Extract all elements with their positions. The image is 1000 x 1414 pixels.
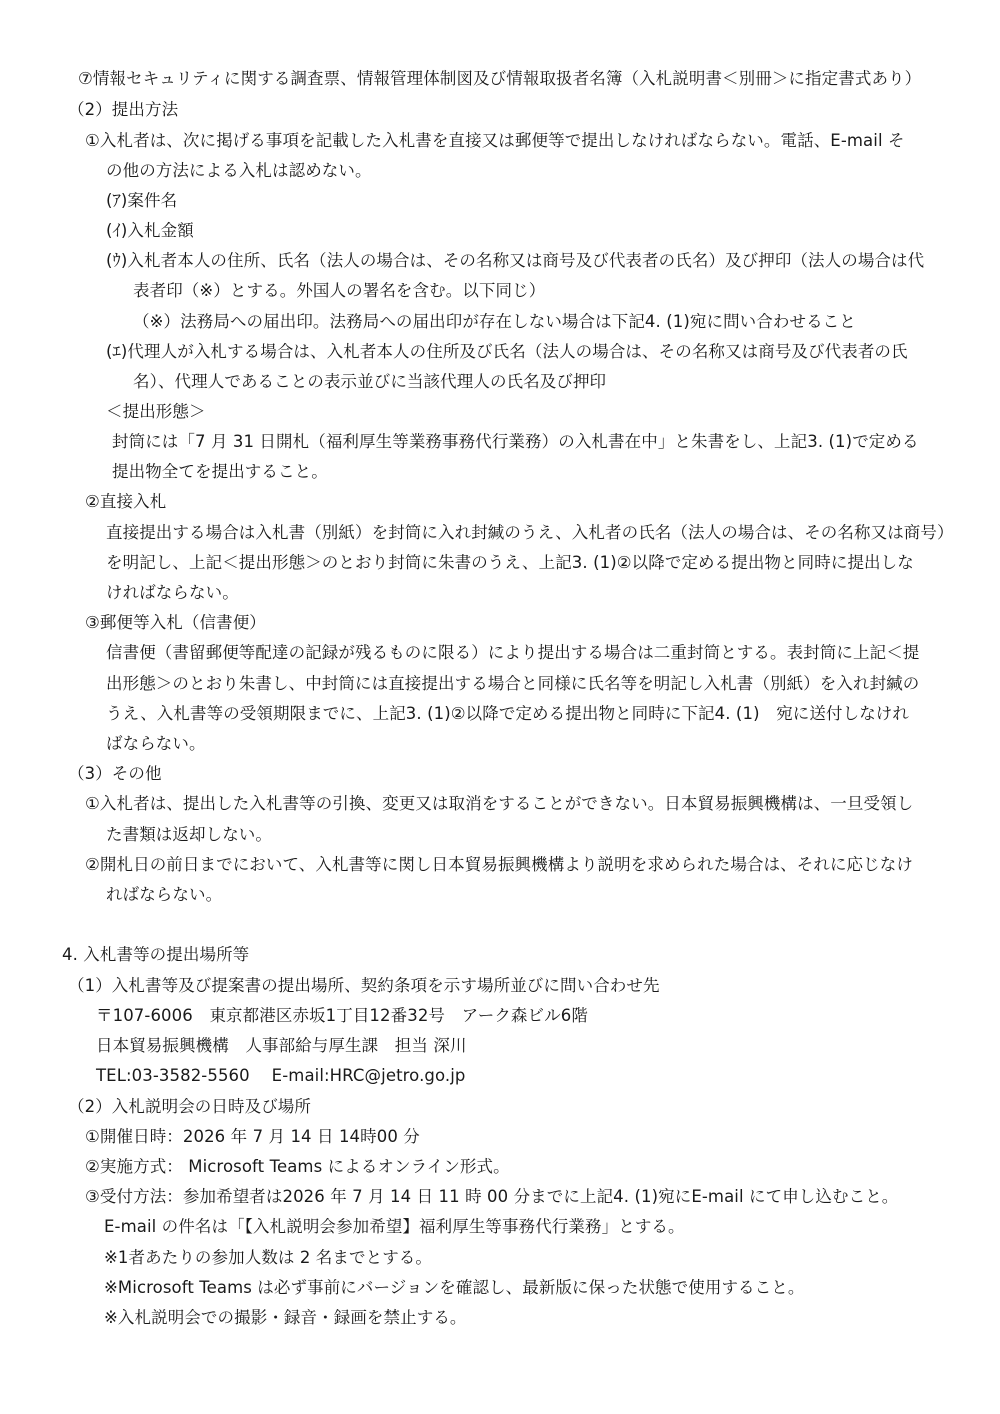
contact-line: TEL:03-3582-5560 E-mail:HRC@jetro.go.jp	[96, 1066, 466, 1085]
text-line: ①入札者は、提出した入札書等の引換、変更又は取消をすることができない。日本貿易振興機構は、一旦受領し	[85, 794, 914, 813]
text-line: ③受付方法：参加希望者は2026 年 7 月 14 日 11 時 00 分までに上記4. (1)宛にE-mail にて申し込むこと。	[85, 1187, 899, 1206]
text-line: た書類は返却しない。	[106, 825, 272, 844]
text-line: 直接提出する場合は入札書（別紙）を封筒に入れ封緘のうえ、入札者の氏名（法人の場合は、その名称又は商号）	[106, 523, 954, 542]
section-heading: （1）入札書等及び提案書の提出場所、契約条項を示す場所並びに問い合わせ先	[68, 976, 660, 995]
list-item: (ｱ)案件名	[106, 191, 178, 210]
text-line: ②実施方式： Microsoft Teams によるオンライン形式。	[85, 1157, 510, 1176]
text-line: を明記し、上記＜提出形態＞のとおり封筒に朱書のうえ、上記3. (1)②以降で定める提出物と同時に提出しな	[106, 553, 914, 572]
contact-line: 日本貿易振興機構 人事部給与厚生課 担当 深川	[96, 1036, 467, 1055]
text-line: 提出物全てを提出すること。	[112, 462, 328, 481]
text-line: 出形態＞のとおり朱書し、中封筒には直接提出する場合と同様に氏名等を明記し入札書（別紙）を入れ封緘の	[106, 674, 920, 693]
text-line: ①入札者は、次に掲げる事項を記載した入札書を直接又は郵便等で提出しなければならない。電話、E-mail そ	[85, 131, 905, 150]
note-line: ※1者あたりの参加人数は 2 名までとする。	[104, 1248, 433, 1267]
chapter-heading: 4. 入札書等の提出場所等	[62, 945, 250, 964]
note-line: ※Microsoft Teams は必ず事前にバージョンを確認し、最新版に保った状態で使用すること。	[104, 1278, 805, 1297]
text-line: ければならない。	[106, 583, 239, 602]
text-line: ればならない。	[106, 885, 223, 904]
address-line: 〒107-6006 東京都港区赤坂1丁目12番32号 アーク森ビル6階	[96, 1006, 588, 1025]
note-line: ※入札説明会での撮影・録音・録画を禁止する。	[104, 1308, 467, 1327]
text-line: 名）、代理人であることの表示並びに当該代理人の氏名及び押印	[133, 372, 607, 391]
subheading: ②直接入札	[85, 492, 167, 511]
text-line: ⑦情報セキュリティに関する調査票、情報管理体制図及び情報取扱者名簿（入札説明書＜別冊＞に指定書式あり）	[78, 69, 922, 88]
text-line: E-mail の件名は「【入札説明会参加希望】福利厚生等事務代行業務」とする。	[104, 1217, 685, 1236]
text-line: 封筒には「7 月 31 日開札（福利厚生等業務事務代行業務）の入札書在中」と朱書をし、上記3. (1)で定める	[112, 432, 919, 451]
text-line: 表者印（※）とする。外国人の署名を含む。以下同じ）	[133, 281, 546, 300]
subheading: ＜提出形態＞	[106, 402, 206, 421]
text-line: うえ、入札書等の受領期限までに、上記3. (1)②以降で定める提出物と同時に下記4. (1) 宛に送付しなけれ	[106, 704, 910, 723]
list-item: (ｲ)入札金額	[106, 221, 194, 240]
text-line: の他の方法による入札は認めない。	[106, 161, 372, 180]
list-item: (ｴ)代理人が入札する場合は、入札者本人の住所及び氏名（法人の場合は、その名称又は商号及び代表者の氏	[106, 342, 908, 361]
section-heading: （2）提出方法	[68, 100, 179, 119]
note-line: （※）法務局への届出印。法務局への届出印が存在しない場合は下記4. (1)宛に問い合わせること	[133, 312, 856, 331]
section-heading: （3）その他	[68, 764, 162, 783]
section-heading: （2）入札説明会の日時及び場所	[68, 1097, 311, 1116]
text-line: ②開札日の前日までにおいて、入札書等に関し日本貿易振興機構より説明を求められた場合は、それに応じなけ	[85, 855, 913, 874]
subheading: ③郵便等入札（信書便）	[85, 613, 266, 632]
text-line: ばならない。	[106, 734, 206, 753]
text-line: 信書便（書留郵便等配達の記録が残るものに限る）により提出する場合は二重封筒とする。表封筒に上記＜提	[106, 643, 920, 662]
list-item: (ｳ)入札者本人の住所、氏名（法人の場合は、その名称又は商号及び代表者の氏名）及び押印（法人の場合は代	[106, 251, 925, 270]
text-line: ①開催日時：2026 年 7 月 14 日 14時00 分	[85, 1127, 420, 1146]
